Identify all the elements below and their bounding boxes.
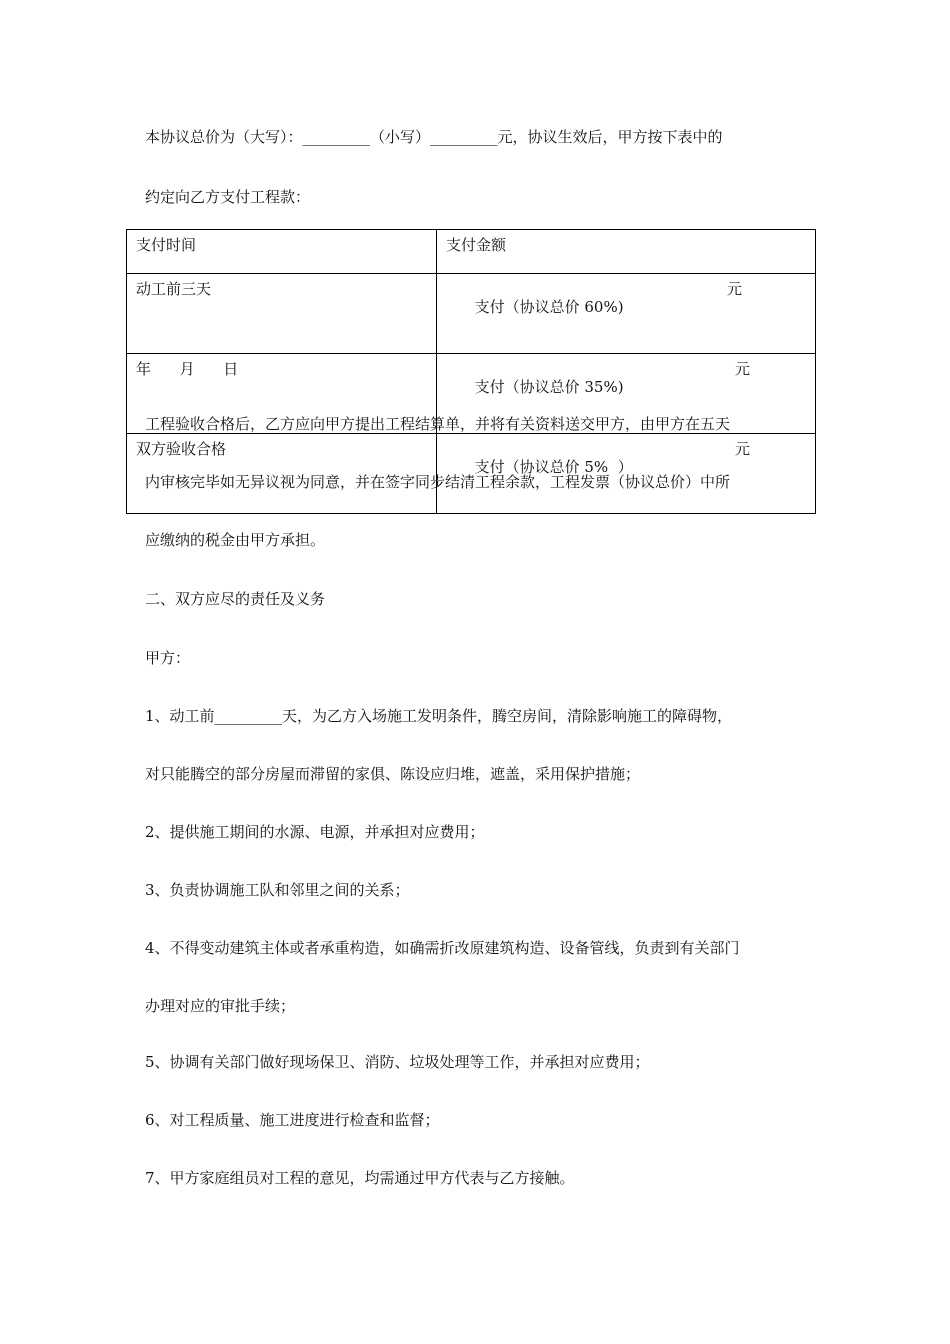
payment-time-cell: 年 月 日 — [127, 354, 437, 434]
obligation-item: 7、甲方家庭组员对工程的意见，均需通过甲方代表与乙方接触。 — [145, 1169, 575, 1187]
obligation-item: 4、不得变动建筑主体或者承重构造，如确需折改原建筑构造、设备管线，负责到有关部门 — [145, 939, 740, 957]
obligation-item: 5、协调有关部门做好现场保卫、消防、垃圾处理等工作，并承担对应费用； — [145, 1053, 650, 1071]
obligation-item: 1、动工前_________天，为乙方入场施工发明条件，腾空房间，清除影响施工的障碍物， — [145, 707, 733, 725]
obligation-item: 对只能腾空的部分房屋而滞留的家俱、陈设应归堆，遮盖，采用保护措施； — [145, 765, 641, 783]
table-header-row — [127, 230, 816, 274]
header-payment-time: 支付时间 — [127, 230, 437, 274]
payment-unit: 元 — [735, 360, 751, 378]
payment-unit: 元 — [727, 280, 743, 298]
payment-time-cell: 动工前三天 — [127, 274, 437, 354]
settlement-line-3: 应缴纳的税金由甲方承担。 — [145, 531, 326, 549]
obligation-item: 2、提供施工期间的水源、电源，并承担对应费用； — [145, 823, 485, 841]
payment-amount-text: 支付（协议总价 35%) — [474, 378, 624, 396]
settlement-line-2: 内审核完毕如无异议视为同意，并在签字同步结清工程余款，工程发票（协议总价）中所 — [145, 473, 731, 491]
obligation-item: 办理对应的审批手续； — [145, 997, 296, 1015]
intro-line-2: 约定向乙方支付工程款： — [145, 188, 311, 206]
payment-amount-text: 支付（协议总价 5% ） — [474, 458, 633, 476]
obligation-item: 6、对工程质量、施工进度进行检查和监督； — [145, 1111, 440, 1129]
payment-unit: 元 — [735, 440, 751, 458]
payment-amount-cell — [437, 274, 816, 354]
table-row — [127, 274, 816, 354]
payment-time-cell: 双方验收合格 — [127, 434, 437, 514]
obligation-item: 3、负责协调施工队和邻里之间的关系； — [145, 881, 410, 899]
settlement-line-1: 工程验收合格后，乙方应向甲方提出工程结算单，并将有关资料送交甲方，由甲方在五天 — [145, 415, 731, 433]
section-heading: 二、双方应尽的责任及义务 — [145, 590, 326, 608]
party-a-label: 甲方： — [145, 649, 191, 667]
payment-amount-text: 支付（协议总价 60%) — [474, 298, 624, 316]
intro-line-1: 本协议总价为（大写）：_________（小写）_________元，协议生效后，甲方按下表中的 — [145, 128, 723, 146]
header-payment-amount: 支付金额 — [437, 230, 816, 274]
